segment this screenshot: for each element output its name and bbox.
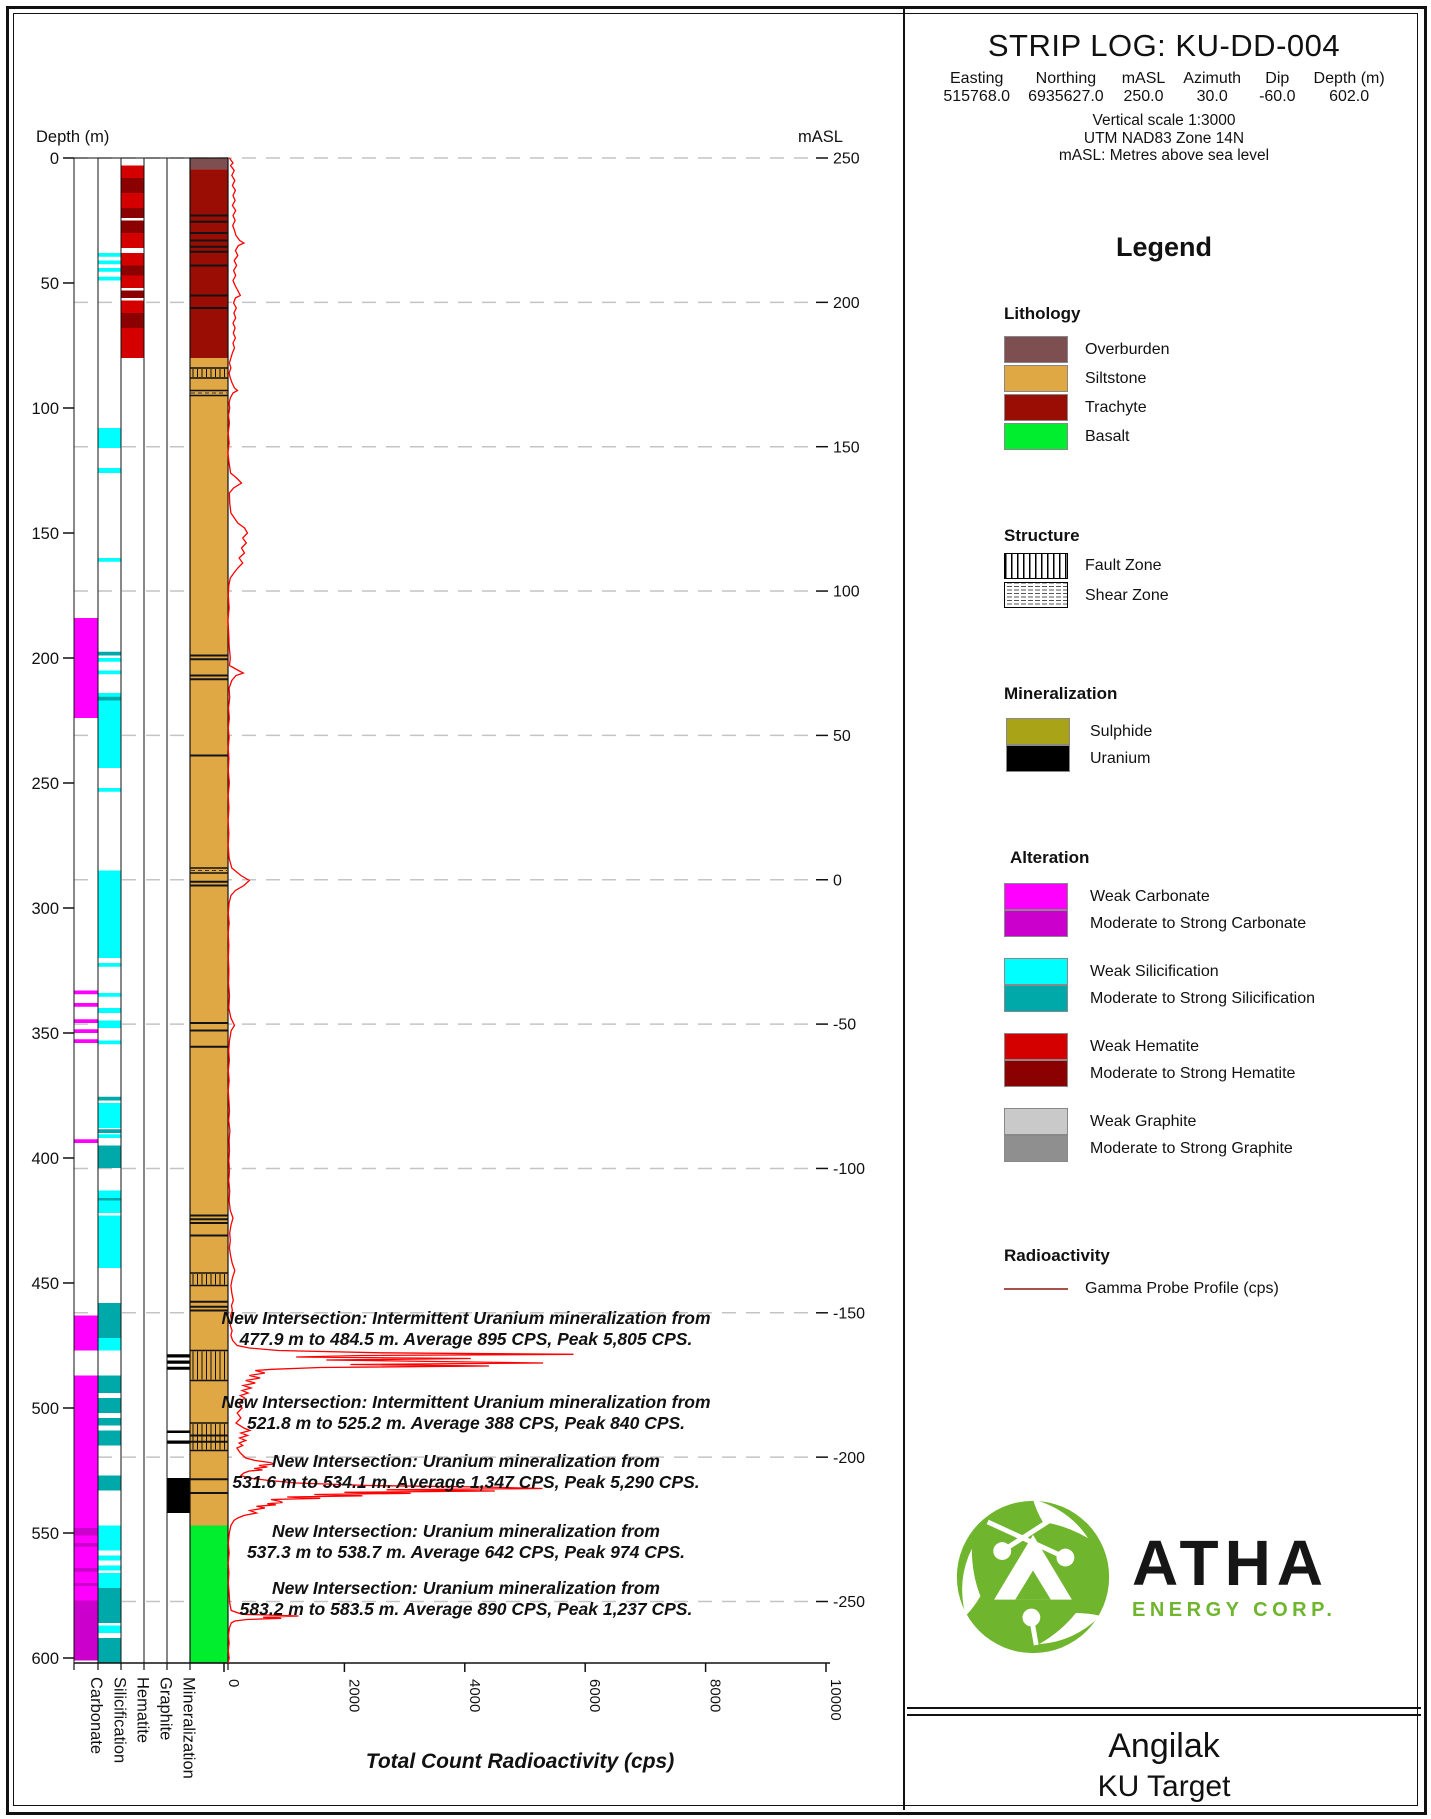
- svg-text:200: 200: [31, 649, 59, 668]
- alteration-swatch-carbonate_strong: [1004, 910, 1068, 937]
- legend-structure-header: Structure: [1004, 526, 1080, 545]
- svg-text:300: 300: [31, 899, 59, 918]
- mineralization-swatch-uranium: [1006, 745, 1070, 772]
- atha-logo-icon: [952, 1496, 1114, 1658]
- alteration-swatch-hematite_weak: [1004, 1033, 1068, 1060]
- fault-zone-label: Fault Zone: [1085, 557, 1162, 574]
- svg-text:50: 50: [833, 728, 851, 745]
- alteration-label-carbonate_weak: Weak Carbonate: [1090, 888, 1210, 905]
- note-datum: UTM NAD83 Zone 14N: [1083, 129, 1245, 147]
- svg-text:0: 0: [833, 872, 842, 890]
- silicification-interval: [99, 658, 121, 662]
- meta-col-northing: Northing 6935627.0: [1028, 70, 1104, 105]
- svg-text:10000: 10000: [827, 1679, 844, 1721]
- depth-axis-header: Depth (m): [36, 128, 110, 146]
- svg-text:-150: -150: [833, 1305, 866, 1323]
- silicification-interval: [99, 261, 121, 265]
- svg-text:-200: -200: [833, 1449, 866, 1467]
- silicification-interval: [99, 1198, 121, 1201]
- silicification-interval: [99, 428, 121, 448]
- hematite-interval: [122, 328, 144, 358]
- logo-wordmark: ATHA: [1132, 1526, 1329, 1599]
- hematite-interval: [122, 291, 144, 299]
- alteration-label-silicification_weak: Weak Silicification: [1090, 963, 1219, 980]
- footer-separator-2: [907, 1714, 1421, 1716]
- alteration-label-graphite_weak: Weak Graphite: [1090, 1113, 1197, 1130]
- page-title: STRIP LOG: KU-DD-004: [987, 28, 1341, 63]
- carbonate-interval: [75, 1583, 98, 1586]
- hematite-interval: [122, 193, 144, 208]
- silicification-interval: [99, 1418, 121, 1426]
- carbonate-interval: [75, 1039, 98, 1043]
- silicification-interval: [99, 1573, 121, 1588]
- hematite-interval: [122, 266, 144, 276]
- silicification-interval: [99, 1431, 121, 1446]
- silicification-interval: [99, 871, 121, 959]
- svg-text:-50: -50: [833, 1016, 857, 1034]
- logo-subtitle: ENERGY CORP.: [1132, 1598, 1337, 1621]
- lithology-label-siltstone: Siltstone: [1085, 370, 1147, 387]
- svg-text:150: 150: [31, 524, 59, 543]
- svg-text:6000: 6000: [586, 1679, 604, 1713]
- note-masl: mASL: Metres above sea level: [1058, 147, 1270, 164]
- alteration-label-hematite_strong: Moderate to Strong Hematite: [1090, 1065, 1296, 1082]
- meta-col-dip: Dip -60.0: [1259, 70, 1296, 105]
- alteration-swatch-silicification_strong: [1004, 985, 1068, 1012]
- hematite-interval: [122, 313, 144, 328]
- svg-text:600: 600: [31, 1649, 59, 1668]
- hematite-interval: [122, 178, 144, 193]
- hematite-interval: [122, 253, 144, 266]
- carbonate-interval: [75, 1601, 98, 1661]
- silicification-interval: [99, 1638, 121, 1663]
- silicification-interval: [99, 1134, 121, 1138]
- svg-text:Hematite: Hematite: [133, 1677, 152, 1744]
- silicification-interval: [99, 693, 121, 768]
- meta-col-azimuth: Azimuth 30.0: [1183, 70, 1242, 105]
- silicification-interval: [99, 1103, 121, 1128]
- silicification-interval: [99, 1303, 121, 1338]
- carbonate-interval: [75, 1019, 98, 1023]
- svg-text:500: 500: [31, 1399, 59, 1418]
- alteration-swatch-silicification_weak: [1004, 958, 1068, 985]
- meta-col-masl: mASL 250.0: [1121, 70, 1166, 105]
- scale-notes: [907, 112, 1421, 165]
- collar-meta: [907, 70, 1421, 106]
- carbonate-interval: [75, 1543, 98, 1547]
- silicification-interval: [99, 1041, 121, 1045]
- carbonate-interval: [75, 1139, 98, 1143]
- silicification-interval: [99, 1588, 121, 1623]
- silicification-interval: [99, 1216, 121, 1269]
- svg-text:0: 0: [225, 1679, 242, 1688]
- svg-text:50: 50: [40, 274, 59, 293]
- legend-mineralization-header: Mineralization: [1004, 684, 1118, 703]
- lithology-label-trachyte: Trachyte: [1085, 399, 1147, 416]
- silicification-interval: [99, 468, 121, 473]
- carbonate-interval: [75, 1029, 98, 1033]
- silicification-interval: [99, 1129, 121, 1133]
- svg-text:250: 250: [833, 150, 860, 168]
- lithology-swatch-siltstone: [1004, 365, 1068, 392]
- alteration-label-graphite_strong: Moderate to Strong Graphite: [1090, 1140, 1293, 1157]
- silicification-interval: [99, 671, 121, 675]
- lithology-swatch-overburden: [1004, 336, 1068, 363]
- svg-text:450: 450: [31, 1274, 59, 1293]
- svg-text:Silicification: Silicification: [110, 1677, 129, 1764]
- silicification-interval: [99, 1566, 121, 1571]
- intersection-annotation-4: New Intersection: Uranium mineralization from 537.3 m to 538.7 m. Average 642 CPS, Peak 974 CPS.: [246, 1520, 686, 1562]
- hematite-interval: [122, 301, 144, 314]
- alteration-label-silicification_strong: Moderate to Strong Silicification: [1090, 990, 1315, 1007]
- svg-text:Carbonate: Carbonate: [87, 1677, 105, 1755]
- legend-lithology-header: Lithology: [1004, 304, 1081, 323]
- silicification-interval: [99, 788, 121, 792]
- alteration-swatch-hematite_strong: [1004, 1060, 1068, 1087]
- silicification-interval: [99, 1191, 121, 1214]
- silicification-interval: [99, 1376, 121, 1394]
- note-scale: Vertical scale 1:3000: [1092, 112, 1236, 129]
- svg-text:Mineralization: Mineralization: [179, 1677, 198, 1779]
- carbonate-interval: [75, 1316, 98, 1351]
- intersection-annotation-5: New Intersection: Uranium mineralization from 583.2 m to 583.5 m. Average 890 CPS, Peak 1,237 CPS.: [239, 1578, 693, 1619]
- silicification-interval: [99, 697, 121, 701]
- silicification-interval: [99, 1097, 121, 1101]
- hematite-interval: [122, 166, 144, 179]
- gamma-profile-line: [228, 158, 574, 1663]
- hematite-interval: [122, 208, 144, 218]
- svg-text:-250: -250: [833, 1594, 866, 1612]
- shear-zone-swatch: [1004, 582, 1068, 608]
- lithology-label-overburden: Overburden: [1085, 341, 1170, 358]
- silicification-interval: [99, 1556, 121, 1561]
- silicification-interval: [99, 1008, 121, 1013]
- silicification-interval: [99, 1476, 121, 1491]
- meta-col-easting: Easting 515768.0: [943, 70, 1011, 105]
- intersection-annotation-3: New Intersection: Uranium mineralization from 531.6 m to 534.1 m. Average 1,347 CPS, Peak 5,290 CPS.: [232, 1450, 700, 1492]
- hematite-interval: [122, 233, 144, 248]
- svg-text:150: 150: [833, 439, 860, 457]
- carbonate-interval: [75, 1376, 98, 1529]
- carbonate-interval: [75, 1528, 98, 1536]
- legend-radioactivity-header: Radioactivity: [1004, 1246, 1110, 1265]
- fault-zone-swatch: [1004, 553, 1068, 579]
- hematite-interval: [122, 276, 144, 289]
- alteration-swatch-graphite_weak: [1004, 1108, 1068, 1135]
- mineralization-label-sulphide: Sulphide: [1090, 723, 1153, 740]
- meta-col-depth-m-: Depth (m) 602.0: [1313, 70, 1385, 105]
- silicification-interval: [99, 253, 121, 257]
- legend-alteration-header: Alteration: [1010, 848, 1090, 867]
- silicification-interval: [99, 277, 121, 281]
- shear-zone-label: Shear Zone: [1085, 587, 1169, 604]
- carbonate-interval: [75, 991, 98, 995]
- silicification-interval: [99, 268, 121, 272]
- lithology-label-basalt: Basalt: [1085, 428, 1130, 445]
- alteration-label-hematite_weak: Weak Hematite: [1090, 1038, 1200, 1055]
- silicification-interval: [99, 1338, 121, 1351]
- carbonate-interval: [75, 1568, 98, 1572]
- silicification-interval: [99, 1146, 121, 1169]
- masl-axis-header: mASL: [798, 128, 843, 146]
- hematite-interval: [122, 221, 144, 234]
- svg-text:550: 550: [31, 1524, 59, 1543]
- gamma-line-swatch: [1004, 1288, 1068, 1290]
- svg-text:-100: -100: [833, 1161, 866, 1179]
- svg-text:100: 100: [833, 583, 860, 601]
- lithology-swatch-trachyte: [1004, 394, 1068, 421]
- alteration-swatch-carbonate_weak: [1004, 883, 1068, 910]
- mineralization-label-uranium: Uranium: [1090, 750, 1151, 767]
- svg-text:350: 350: [31, 1024, 59, 1043]
- gamma-line-label: Gamma Probe Profile (cps): [1085, 1280, 1279, 1297]
- svg-text:2000: 2000: [345, 1679, 363, 1713]
- silicification-interval: [99, 1526, 121, 1551]
- svg-text:250: 250: [31, 774, 59, 793]
- silicification-interval: [99, 963, 121, 967]
- silicification-interval: [99, 1021, 121, 1029]
- silicification-interval: [99, 1626, 121, 1634]
- svg-text:Graphite: Graphite: [156, 1677, 175, 1741]
- intersection-annotation-1: New Intersection: Intermittent Uranium mineralization from 477.9 m to 484.5 m. Average 895 CPS, Peak 5,805 CPS.: [221, 1308, 711, 1349]
- carbonate-interval: [75, 1003, 98, 1007]
- silicification-interval: [99, 1398, 121, 1413]
- svg-text:100: 100: [31, 399, 59, 418]
- svg-text:200: 200: [833, 294, 860, 312]
- target-name: KU Target: [1097, 1770, 1231, 1803]
- svg-text:400: 400: [31, 1149, 59, 1168]
- intersection-annotation-2: New Intersection: Intermittent Uranium mineralization from 521.8 m to 525.2 m. Average 388 CPS, Peak 840 CPS.: [221, 1391, 711, 1433]
- lithology-swatch-basalt: [1004, 423, 1068, 450]
- alteration-label-carbonate_strong: Moderate to Strong Carbonate: [1090, 915, 1307, 932]
- legend-title: Legend: [1115, 232, 1212, 262]
- svg-text:0: 0: [49, 149, 59, 168]
- silicification-interval: [99, 993, 121, 997]
- project-name: Angilak: [1108, 1727, 1220, 1765]
- svg-text:8000: 8000: [706, 1679, 724, 1713]
- company-logo: [952, 1496, 1336, 1658]
- carbonate-interval: [75, 618, 98, 718]
- alteration-swatch-graphite_strong: [1004, 1135, 1068, 1162]
- footer-separator-1: [907, 1707, 1421, 1709]
- mineralization-swatch-sulphide: [1006, 718, 1070, 745]
- svg-text:Total Count Radioactivity (cps: Total Count Radioactivity (cps): [365, 1750, 675, 1773]
- svg-text:4000: 4000: [465, 1679, 483, 1713]
- silicification-interval: [99, 558, 121, 562]
- silicification-interval: [99, 652, 121, 656]
